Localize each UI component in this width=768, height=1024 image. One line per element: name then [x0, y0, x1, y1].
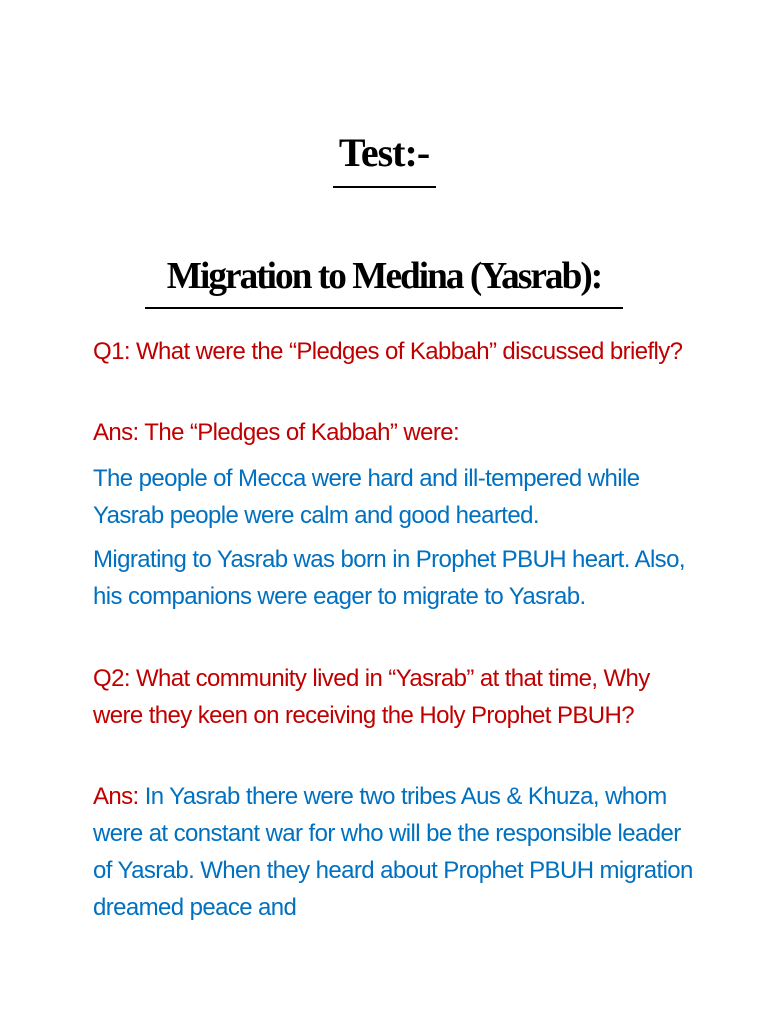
answer-2 — [93, 778, 703, 926]
page-subtitle: Migration to Medina (Yasrab): — [166, 255, 602, 297]
title-underline — [333, 186, 436, 188]
answer-2-text: In Yasrab there were two tribes Aus & Khuza, whom were at constant war for who will be the responsible leader of Yasrab. When they heard about Prophet PBUH migration dreamed peace and — [93, 783, 693, 921]
question-2: Q2: What community lived in “Yasrab” at that time, Why were they keen on receiving the Holy Prophet PBUH? — [93, 665, 650, 729]
answer-1-paragraph-2: Migrating to Yasrab was born in Prophet PBUH heart. Also, his companions were eager to migrate to Yasrab. — [93, 546, 685, 610]
subtitle-underline — [145, 307, 623, 309]
answer-2-label: Ans: — [93, 783, 139, 810]
answer-1-lead: Ans: The “Pledges of Kabbah” were: — [93, 419, 460, 446]
page-title: Test:- — [338, 130, 430, 175]
answer-1-paragraph-1: The people of Mecca were hard and ill-tempered while Yasrab people were calm and good hearted. — [93, 465, 640, 529]
question-1: Q1: What were the “Pledges of Kabbah” discussed briefly? — [93, 338, 683, 365]
